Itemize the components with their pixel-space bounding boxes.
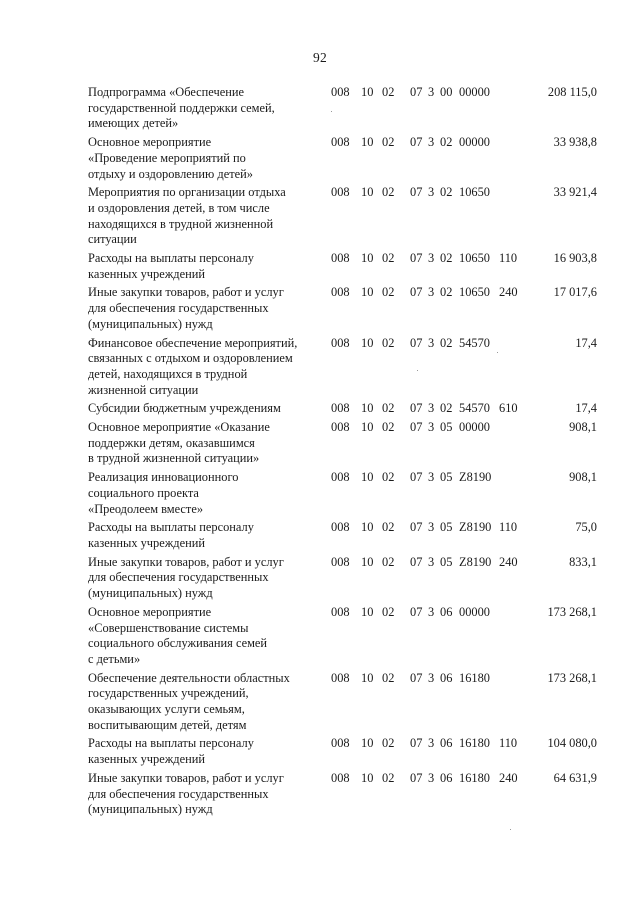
program-code: 07 bbox=[410, 420, 423, 435]
row-name-line: оказывающих услуги семьям, bbox=[88, 702, 245, 717]
row-name-line: социального обслуживания семей bbox=[88, 636, 268, 651]
section-code: 10 bbox=[361, 85, 374, 99]
subprogram-code: 3 bbox=[428, 470, 435, 485]
subprogram-code: 3 bbox=[428, 670, 435, 685]
direction-code: 10650 bbox=[459, 251, 490, 266]
table-row bbox=[0, 470, 640, 517]
row-name-line: «Преодолеем вместе» bbox=[88, 501, 204, 516]
amount: 17,4 bbox=[575, 401, 597, 416]
row-name-line: Расходы на выплаты персоналу bbox=[88, 251, 254, 266]
row-name-line: воспитывающим детей, детям bbox=[88, 717, 247, 732]
direction-code: 10650 bbox=[459, 285, 490, 300]
row-name-line: Основное мероприятие «Оказание bbox=[88, 420, 270, 435]
subprogram-code: 3 bbox=[428, 85, 435, 99]
subsection-code: 02 bbox=[382, 85, 395, 99]
row-name-line: Подпрограмма «Обеспечение bbox=[88, 85, 244, 99]
program-code: 07 bbox=[410, 770, 423, 785]
subprogram-code: 3 bbox=[428, 335, 435, 350]
table-row bbox=[0, 520, 640, 551]
row-name-line: Основное мероприятие bbox=[88, 604, 212, 619]
subsection-code: 02 bbox=[382, 135, 395, 150]
section-code: 10 bbox=[361, 770, 374, 785]
row-name-line: (муниципальных) нужд bbox=[88, 316, 213, 331]
row-name-line: для обеспечения государственных bbox=[88, 301, 269, 316]
direction-code: 10650 bbox=[459, 185, 490, 200]
direction-code: 16180 bbox=[459, 736, 490, 751]
program-code: 07 bbox=[410, 335, 423, 350]
amount: 75,0 bbox=[575, 520, 597, 535]
section-code: 10 bbox=[361, 470, 374, 485]
direction-code: 00000 bbox=[459, 604, 490, 619]
activity-code: 06 bbox=[440, 736, 453, 751]
row-name-line: Обеспечение деятельности областных bbox=[88, 670, 290, 685]
expense-type-code: 110 bbox=[499, 736, 518, 751]
table-row bbox=[0, 251, 640, 282]
row-name bbox=[88, 520, 320, 551]
ved-code: 008 bbox=[331, 285, 350, 300]
ved-code: 008 bbox=[331, 335, 350, 350]
scan-speck bbox=[331, 111, 332, 112]
row-name-line: с детьми» bbox=[88, 651, 141, 666]
ved-code: 008 bbox=[331, 251, 350, 266]
table-row bbox=[0, 671, 640, 734]
scan-speck bbox=[417, 370, 418, 371]
subsection-code: 02 bbox=[382, 251, 395, 266]
subprogram-code: 3 bbox=[428, 420, 435, 435]
activity-code: 06 bbox=[440, 670, 453, 685]
subprogram-code: 3 bbox=[428, 604, 435, 619]
ved-code: 008 bbox=[331, 770, 350, 785]
amount: 104 080,0 bbox=[547, 736, 597, 751]
table-row bbox=[0, 555, 640, 602]
expense-type-code: 110 bbox=[499, 520, 518, 535]
activity-code: 06 bbox=[440, 770, 453, 785]
activity-code: 02 bbox=[440, 135, 453, 150]
row-name-line: Финансовое обеспечение мероприятий, bbox=[88, 335, 298, 350]
row-name-line: для обеспечения государственных bbox=[88, 570, 269, 585]
row-name bbox=[88, 285, 320, 332]
budget-table bbox=[0, 85, 640, 821]
row-name-line: Реализация инновационного bbox=[88, 470, 239, 485]
activity-code: 02 bbox=[440, 185, 453, 200]
section-code: 10 bbox=[361, 251, 374, 266]
row-name-line: государственных учреждений, bbox=[88, 686, 249, 701]
amount: 33 921,4 bbox=[553, 185, 597, 200]
amount: 17 017,6 bbox=[553, 285, 597, 300]
activity-code: 00 bbox=[440, 85, 453, 99]
row-name-line: «Проведение мероприятий по bbox=[88, 150, 246, 165]
ved-code: 008 bbox=[331, 135, 350, 150]
subsection-code: 02 bbox=[382, 285, 395, 300]
direction-code: Z8190 bbox=[459, 520, 492, 535]
expense-type-code: 110 bbox=[499, 251, 518, 266]
amount: 173 268,1 bbox=[547, 604, 597, 619]
activity-code: 02 bbox=[440, 335, 453, 350]
direction-code: 00000 bbox=[459, 85, 490, 99]
direction-code: 54570 bbox=[459, 401, 490, 416]
section-code: 10 bbox=[361, 135, 374, 150]
row-name-line: Иные закупки товаров, работ и услуг bbox=[88, 770, 284, 785]
row-name bbox=[88, 251, 320, 282]
subprogram-code: 3 bbox=[428, 520, 435, 535]
subsection-code: 02 bbox=[382, 401, 395, 416]
row-name-line: имеющих детей» bbox=[88, 116, 179, 131]
subsection-code: 02 bbox=[382, 604, 395, 619]
row-name-line: государственной поддержки семей, bbox=[88, 100, 275, 115]
amount: 908,1 bbox=[569, 420, 597, 435]
row-name bbox=[88, 555, 320, 602]
subsection-code: 02 bbox=[382, 520, 395, 535]
ved-code: 008 bbox=[331, 554, 350, 569]
row-name bbox=[88, 671, 320, 734]
subsection-code: 02 bbox=[382, 770, 395, 785]
subsection-code: 02 bbox=[382, 736, 395, 751]
amount: 833,1 bbox=[569, 554, 597, 569]
table-row bbox=[0, 185, 640, 248]
program-code: 07 bbox=[410, 470, 423, 485]
activity-code: 05 bbox=[440, 420, 453, 435]
subprogram-code: 3 bbox=[428, 736, 435, 751]
direction-code: 54570 bbox=[459, 335, 490, 350]
amount: 16 903,8 bbox=[553, 251, 597, 266]
table-row bbox=[0, 135, 640, 182]
subprogram-code: 3 bbox=[428, 554, 435, 569]
row-name-line: детей, находящихся в трудной bbox=[88, 366, 248, 381]
table-row bbox=[0, 285, 640, 332]
direction-code: 16180 bbox=[459, 670, 490, 685]
row-name-line: социального проекта bbox=[88, 485, 199, 500]
activity-code: 02 bbox=[440, 401, 453, 416]
section-code: 10 bbox=[361, 670, 374, 685]
subsection-code: 02 bbox=[382, 554, 395, 569]
section-code: 10 bbox=[361, 401, 374, 416]
ved-code: 008 bbox=[331, 185, 350, 200]
amount: 173 268,1 bbox=[547, 670, 597, 685]
row-name bbox=[88, 420, 320, 467]
direction-code: Z8190 bbox=[459, 470, 492, 485]
direction-code: 00000 bbox=[459, 420, 490, 435]
row-name-line: ситуации bbox=[88, 232, 137, 247]
ved-code: 008 bbox=[331, 736, 350, 751]
table-row bbox=[0, 85, 640, 132]
row-name bbox=[88, 401, 320, 417]
section-code: 10 bbox=[361, 185, 374, 200]
ved-code: 008 bbox=[331, 420, 350, 435]
table-row bbox=[0, 336, 640, 399]
expense-type-code: 610 bbox=[499, 401, 518, 416]
subprogram-code: 3 bbox=[428, 185, 435, 200]
amount: 208 115,0 bbox=[547, 85, 597, 99]
table-row bbox=[0, 605, 640, 668]
subsection-code: 02 bbox=[382, 335, 395, 350]
expense-type-code: 240 bbox=[499, 285, 518, 300]
row-name bbox=[88, 736, 320, 767]
expense-type-code: 240 bbox=[499, 770, 518, 785]
amount: 33 938,8 bbox=[553, 135, 597, 150]
row-name bbox=[88, 336, 320, 399]
row-name-line: Субсидии бюджетным учреждениям bbox=[88, 401, 281, 416]
row-name-line: Иные закупки товаров, работ и услуг bbox=[88, 285, 284, 300]
activity-code: 05 bbox=[440, 520, 453, 535]
row-name-line: поддержки детям, оказавшимся bbox=[88, 435, 255, 450]
section-code: 10 bbox=[361, 736, 374, 751]
section-code: 10 bbox=[361, 554, 374, 569]
table-row bbox=[0, 420, 640, 467]
activity-code: 05 bbox=[440, 470, 453, 485]
row-name bbox=[88, 605, 320, 668]
row-name bbox=[88, 135, 320, 182]
subprogram-code: 3 bbox=[428, 770, 435, 785]
row-name-line: Мероприятия по организации отдыха bbox=[88, 185, 286, 200]
subsection-code: 02 bbox=[382, 185, 395, 200]
section-code: 10 bbox=[361, 604, 374, 619]
row-name-line: (муниципальных) нужд bbox=[88, 586, 213, 601]
ved-code: 008 bbox=[331, 520, 350, 535]
section-code: 10 bbox=[361, 335, 374, 350]
table-row bbox=[0, 771, 640, 818]
row-name bbox=[88, 771, 320, 818]
row-name-line: (муниципальных) нужд bbox=[88, 802, 213, 817]
subprogram-code: 3 bbox=[428, 251, 435, 266]
table-row bbox=[0, 736, 640, 767]
section-code: 10 bbox=[361, 520, 374, 535]
row-name-line: Расходы на выплаты персоналу bbox=[88, 520, 254, 535]
row-name-line: казенных учреждений bbox=[88, 535, 205, 550]
amount: 64 631,9 bbox=[553, 770, 597, 785]
table-row bbox=[0, 401, 640, 417]
subsection-code: 02 bbox=[382, 470, 395, 485]
activity-code: 02 bbox=[440, 251, 453, 266]
program-code: 07 bbox=[410, 185, 423, 200]
direction-code: 00000 bbox=[459, 135, 490, 150]
activity-code: 02 bbox=[440, 285, 453, 300]
expense-type-code: 240 bbox=[499, 554, 518, 569]
amount: 908,1 bbox=[569, 470, 597, 485]
row-name bbox=[88, 470, 320, 517]
scan-speck bbox=[497, 352, 498, 353]
scan-speck bbox=[510, 829, 511, 830]
subsection-code: 02 bbox=[382, 670, 395, 685]
row-name-line: Иные закупки товаров, работ и услуг bbox=[88, 554, 284, 569]
subprogram-code: 3 bbox=[428, 285, 435, 300]
program-code: 07 bbox=[410, 520, 423, 535]
row-name-line: в трудной жизненной ситуации» bbox=[88, 451, 260, 466]
subprogram-code: 3 bbox=[428, 401, 435, 416]
direction-code: 16180 bbox=[459, 770, 490, 785]
amount: 17,4 bbox=[575, 335, 597, 350]
program-code: 07 bbox=[410, 670, 423, 685]
activity-code: 05 bbox=[440, 554, 453, 569]
row-name-line: связанных с отдыхом и оздоровлением bbox=[88, 351, 293, 366]
program-code: 07 bbox=[410, 401, 423, 416]
ved-code: 008 bbox=[331, 401, 350, 416]
row-name bbox=[88, 85, 320, 132]
row-name-line: и оздоровления детей, в том числе bbox=[88, 200, 270, 215]
program-code: 07 bbox=[410, 285, 423, 300]
ved-code: 008 bbox=[331, 470, 350, 485]
row-name-line: находящихся в трудной жизненной bbox=[88, 216, 274, 231]
row-name-line: жизненной ситуации bbox=[88, 382, 199, 397]
program-code: 07 bbox=[410, 85, 423, 99]
row-name-line: для обеспечения государственных bbox=[88, 786, 269, 801]
row-name-line: казенных учреждений bbox=[88, 266, 205, 281]
subsection-code: 02 bbox=[382, 420, 395, 435]
ved-code: 008 bbox=[331, 85, 350, 99]
program-code: 07 bbox=[410, 604, 423, 619]
page-number: 92 bbox=[313, 50, 327, 65]
program-code: 07 bbox=[410, 135, 423, 150]
activity-code: 06 bbox=[440, 604, 453, 619]
row-name-line: отдыху и оздоровлению детей» bbox=[88, 166, 253, 181]
section-code: 10 bbox=[361, 285, 374, 300]
subprogram-code: 3 bbox=[428, 135, 435, 150]
program-code: 07 bbox=[410, 554, 423, 569]
row-name bbox=[88, 185, 320, 248]
row-name-line: Расходы на выплаты персоналу bbox=[88, 736, 254, 751]
section-code: 10 bbox=[361, 420, 374, 435]
program-code: 07 bbox=[410, 736, 423, 751]
ved-code: 008 bbox=[331, 670, 350, 685]
row-name-line: казенных учреждений bbox=[88, 752, 205, 767]
ved-code: 008 bbox=[331, 604, 350, 619]
direction-code: Z8190 bbox=[459, 554, 492, 569]
row-name-line: «Совершенствование системы bbox=[88, 620, 249, 635]
program-code: 07 bbox=[410, 251, 423, 266]
row-name-line: Основное мероприятие bbox=[88, 135, 212, 150]
